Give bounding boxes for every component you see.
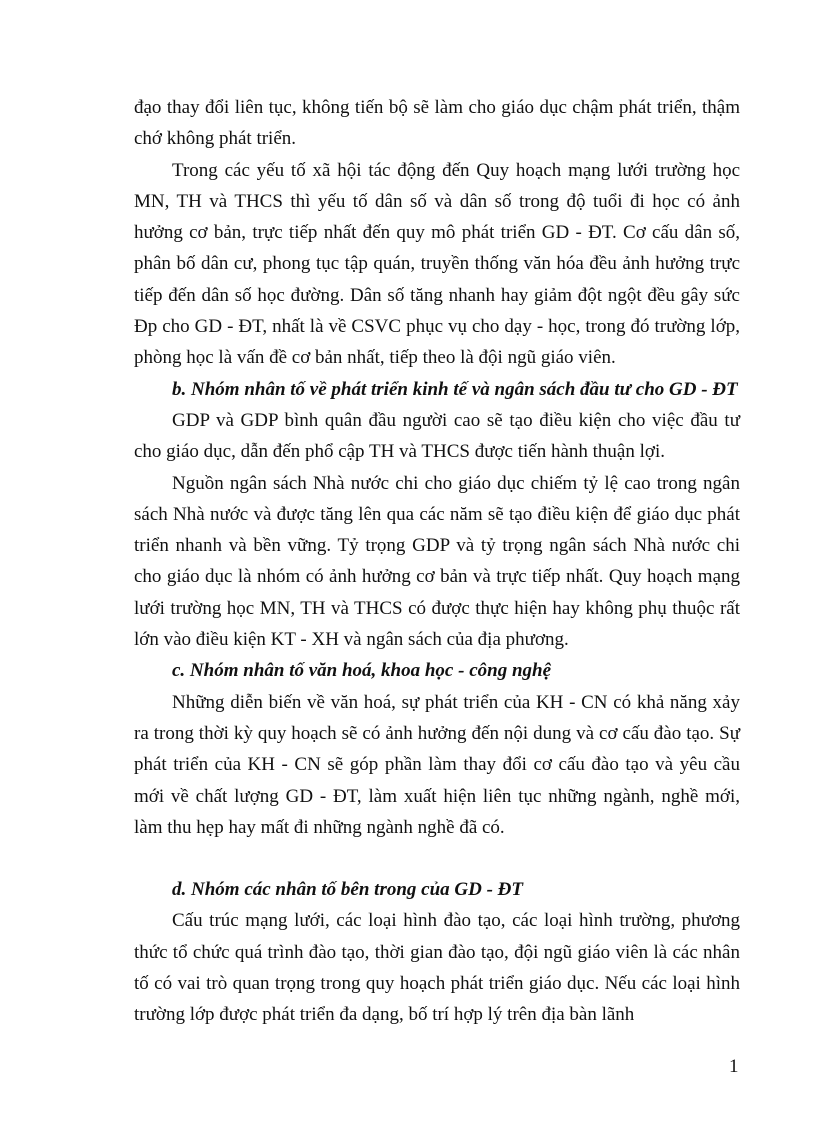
section-heading-d: d. Nhóm các nhân tố bên trong của GD - ĐT (172, 879, 523, 901)
section-heading-b: b. Nhóm nhân tố về phát triển kinh tế và ngân sách đầu tư cho GD - ĐT (172, 378, 738, 400)
paragraph-gdp: GDP và GDP bình quân đầu người cao sẽ tạo điều kiện cho việc đầu tư cho giáo dục, dẫn đến phổ cập TH và THCS được tiến hành thuận lợi. (134, 409, 740, 463)
document-body (134, 92, 740, 1031)
paragraph-internal-factors: Cấu trúc mạng lưới, các loại hình đào tạo, các loại hình trường, phương thức tổ chức quá trình đào tạo, thời gian đào tạo, đội ngũ giáo viên là các nhân tố có vai trò quan trọng trong quy hoạch phát triển giáo dục. Nếu các loại hình trường lớp được phát triển đa dạng, bố trí hợp lý trên địa bàn lãnh (134, 910, 740, 1026)
paragraph-culture-science: Những diễn biến về văn hoá, sự phát triển của KH - CN có khả năng xảy ra trong thời kỳ quy hoạch sẽ có ảnh hưởng đến nội dung và cơ cấu đào tạo. Sự phát triển của KH - CN sẽ góp phần làm thay đổi cơ cấu đào tạo và yêu cầu mới về chất lượng GD - ĐT, làm xuất hiện liên tục những ngành, nghề mới, làm thu hẹp hay mất đi những ngành nghề đã có. (134, 691, 740, 838)
section-heading-c: c. Nhóm nhân tố văn hoá, khoa học - công nghệ (172, 660, 552, 682)
paragraph-state-budget: Nguồn ngân sách Nhà nước chi cho giáo dục chiếm tỷ lệ cao trong ngân sách Nhà nước và được tăng lên qua các năm sẽ tạo điều kiện để giáo dục phát triển nhanh và bền vững. Tỷ trọng GDP và tỷ trọng ngân sách Nhà nước chi cho giáo dục là nhóm có ảnh hưởng cơ bản và trực tiếp nhất. Quy hoạch mạng lưới trường học MN, TH và THCS có được thực hiện hay không phụ thuộc rất lớn vào điều kiện KT - XH và ngân sách của địa phương. (134, 472, 740, 651)
page-number: 1 (729, 1056, 739, 1077)
paragraph-social-factors: Trong các yếu tố xã hội tác động đến Quy hoạch mạng lưới trường học MN, TH và THCS thì yếu tố dân số và dân số trong độ tuổi đi học có ảnh hưởng cơ bản, trực tiếp nhất đến quy mô phát triển GD - ĐT. Cơ cấu dân số, phân bố dân cư, phong tục tập quán, truyền thống văn hóa đều ảnh hưởng trực tiếp đến dân số học đường. Dân số tăng nhanh hay giảm đột ngột đều gây sức Ðp cho GD - ĐT, nhất là về CSVC phục vụ cho dạy - học, trong đó trường lớp, phòng học là vấn đề cơ bản nhất, tiếp theo là đội ngũ giáo viên. (134, 159, 740, 369)
paragraph-continuation: đạo thay đổi liên tục, không tiến bộ sẽ làm cho giáo dục chậm phát triển, thậm chớ không phát triển. (134, 97, 740, 150)
